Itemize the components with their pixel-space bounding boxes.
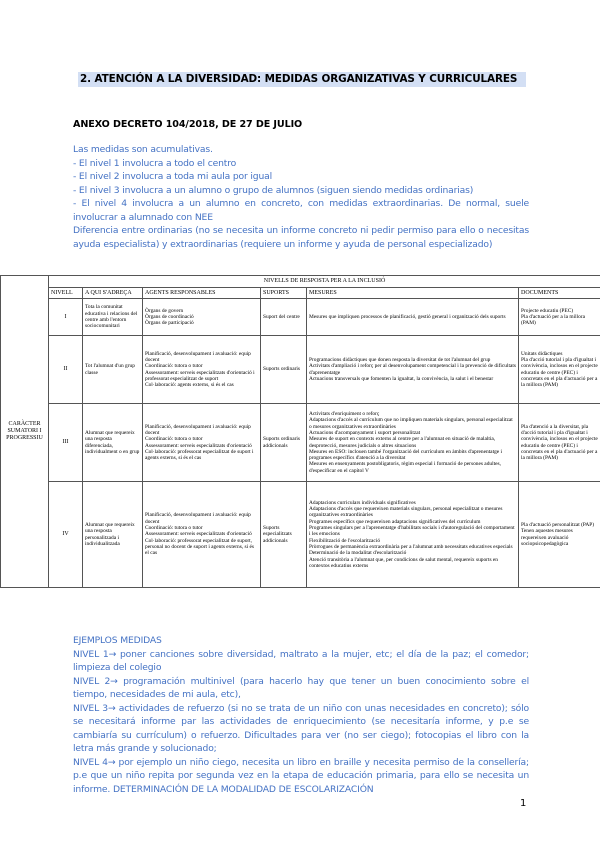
supports-cell: Suports ordinaris addicionals: [261, 404, 307, 482]
intro-level4: - El nivel 4 involucra a un alumno en concreto, con medidas extraordinarias. De normal, suele involucrar a alumnado con NEE: [73, 198, 529, 223]
supports-cell: Suports especialitzats addicionals: [261, 482, 307, 588]
table-row: [1, 336, 600, 404]
header-agents: AGENTS RESPONSABLES: [143, 288, 261, 299]
documents-cell: Pla d'atenció a la diversitat, pla d'acció tutorial i pla d'igualtat i convivència, inclosos en el projecte educatiu de centre (PEC) i concretats en el pla d'actuació per a la millora (PAM): [519, 404, 600, 482]
examples-section: [73, 634, 529, 796]
level-cell: I: [49, 299, 83, 336]
supports-cell: Suport del centre: [261, 299, 307, 336]
header-supports: SUPORTS: [261, 288, 307, 299]
supports-cell: Suports ordinaris: [261, 336, 307, 404]
page-number: 1: [520, 798, 527, 809]
measures-cell: Adaptacions curriculars individuals significatives Adaptacions d'accés que requereixen materials singulars, personal especialitzat o mesures organitzatives extraordinàries Programes específics que requereixen adaptacions significatives del currículum Programes singulars per a l'aprenentatge d'habilitats socials i d'autoregulació del comportament i les emocions Flexibilització de l'escolarització Pròrrogues de permanència extraordinària per a l'alumnat amb necessitats educatives especials Determinació de la modalitat d'escolarització Atenció transitòria a l'alumnat que, per condicions de salut mental, requereix suports en contextos educatius externs: [307, 482, 519, 588]
agents-cell: Planificació, desenvolupament i avaluació: equip docent Coordinació: tutora o tutor Assessorament: serveis especialitzats d'orientació i professorat especialitzat de suport Col·laboració: agents externs, si és el cas: [143, 336, 261, 404]
inclusion-levels-table: [0, 275, 600, 588]
section-title: 2. ATENCIÓN A LA DIVERSIDAD: MEDIDAS ORGANIZATIVAS Y CURRICULARES: [78, 72, 526, 87]
intro-line: Las medidas son acumulativas.: [73, 144, 213, 155]
table-row: [1, 482, 600, 588]
example-level-1: NIVEL 1→ poner canciones sobre diversidad, maltrato a la mujer, etc; el día de la paz; el comedor; limpieza del colegio: [73, 648, 529, 673]
documents-cell: Projecte educatiu (PEC) Pla d'actuació per a la millora (PAM): [519, 299, 600, 336]
intro-line: - El nivel 3 involucra a un alumno o grupo de alumnos (siguen siendo medidas ordinarias): [73, 184, 474, 196]
target-cell: Tota la comunitat educativa i relacions del centre amb l'entorn sociocomunitari: [83, 299, 143, 336]
target-cell: Tot l'alumnat d'un grup classe: [83, 336, 143, 404]
agents-cell: Planificació, desenvolupament i avaluació: equip docent Coordinació: tutora o tutor Assessorament: serveis especialitzats d'orientació Col·laboració: professorat especialitzat de suport i agents externs, si és el cas: [143, 404, 261, 482]
example-level-2: NIVEL 2→ programación multinivel (para hacerlo hay que tener un buen conocimiento sobre el tiempo, necesidades de mi aula, etc),: [73, 675, 529, 700]
annex-heading: ANEXO DECRETO 104/2018, DE 27 DE JULIO: [73, 119, 303, 130]
documents-cell: Pla d'actuació personalitzat (PAP) Tenen aquestes mesures requereixen avaluació sociopsicopedagògica: [519, 482, 600, 588]
header-target: A QUI S'ADREÇA: [83, 288, 143, 299]
examples-heading: EJEMPLOS MEDIDAS: [73, 635, 162, 646]
documents-cell: Unitats didàctiques Pla d'acció tutorial i pla d'igualtat i convivència, inclosos en el projecte educatiu de centre (PEC) i concretats en el pla d'actuació per a la millora (PAM): [519, 336, 600, 404]
intro-difference: Diferencia entre ordinarias (no se necesita un informe concreto ni pedir permiso para ello o necesitas ayuda especialista) y extraordinarias (requiere un informe y ayuda de personal especializado): [73, 225, 529, 250]
header-measures: MESURES: [307, 288, 519, 299]
measures-cell: Mesures que impliquen processos de planificació, gestió general i organització dels suports: [307, 299, 519, 336]
header-level: NIVELL: [49, 288, 83, 299]
measures-cell: Activitats d'enriquiment o reforç Adaptacions d'accés al currículum que no impliquen materials singulars, personal especialitzat o mesures organitzatives extraordinàries Actuacions d'acompanyament i suport personalitzat Mesures de suport en contexts externs al centre per a l'alumnat en situació de malaltia, desprotecció, mesures judicials o altres situacions Mesures en ESO: inclouen també l'organització del currículum en àmbits d'aprenentatge i programes específics d'atenció a la diversitat Mesures en ensenyaments postobligatoris, règim especial i formació de persones adultes, d'especificar en el capítol V: [307, 404, 519, 482]
target-cell: Alumnat que requereix una resposta personalitzada i individualitzada: [83, 482, 143, 588]
table-caption: NIVELLS DE RESPOSTA PER A LA INCLUSIÓ: [49, 276, 600, 288]
example-level-3: NIVEL 3→ actividades de refuerzo (si no se trata de un niño con unas necesidades en concreto); sólo se necesitará informe par las actividades de enriquecimiento (se necesitaría informe, y p.e se cambiaría su currículum) o refuerzo. Dificultades para ver (no ser ciego); fotocopias el libro con la letra más grande y solucionado;: [73, 702, 529, 754]
level-cell: IV: [49, 482, 83, 588]
intro-line: - El nivel 1 involucra a todo el centro: [73, 157, 237, 169]
agents-cell: Òrgans de govern Òrgans de coordinació Òrgans de participació: [143, 299, 261, 336]
table-row: [1, 404, 600, 482]
agents-cell: Planificació, desenvolupament i avaluació: equip docent Coordinació: tutora o tutor Assessorament: serveis especialitzats d'orientació Col·laboració: professorat especialitzat de suport, personal no docent de suport i agents externs, si és el cas: [143, 482, 261, 588]
header-documents: DOCUMENTS: [519, 288, 600, 299]
level-cell: III: [49, 404, 83, 482]
level-cell: II: [49, 336, 83, 404]
table-row: [1, 299, 600, 336]
intro-line: - El nivel 2 involucra a toda mi aula por igual: [73, 171, 273, 182]
intro-notes: [73, 143, 529, 251]
example-level-4: NIVEL 4→ por ejemplo un niño ciego, necesita un libro en braille y necesita permiso de la consellería; p.e que un niño repita por segunda vez en la etapa de educación primaria, para ello se necesita un informe. DETERMINACIÓN DE LA MODALIDAD DE ESCOLARIZACIÓN: [73, 756, 529, 795]
target-cell: Alumnat que requereix una resposta diferenciada, individualment o en grup: [83, 404, 143, 482]
measures-cell: Programacions didàctiques que donen resposta la diversitat de tot l'alumnat del grup Activitats d'ampliació i reforç per al desenvolupament competencial i la prevenció de dificultats d'aprenentatge Actuacions transversals que fomenten la igualtat, la convivència, la salut i el benestar: [307, 336, 519, 404]
side-label: CARÀCTER SUMATORI I PROGRESSIU: [1, 276, 49, 588]
